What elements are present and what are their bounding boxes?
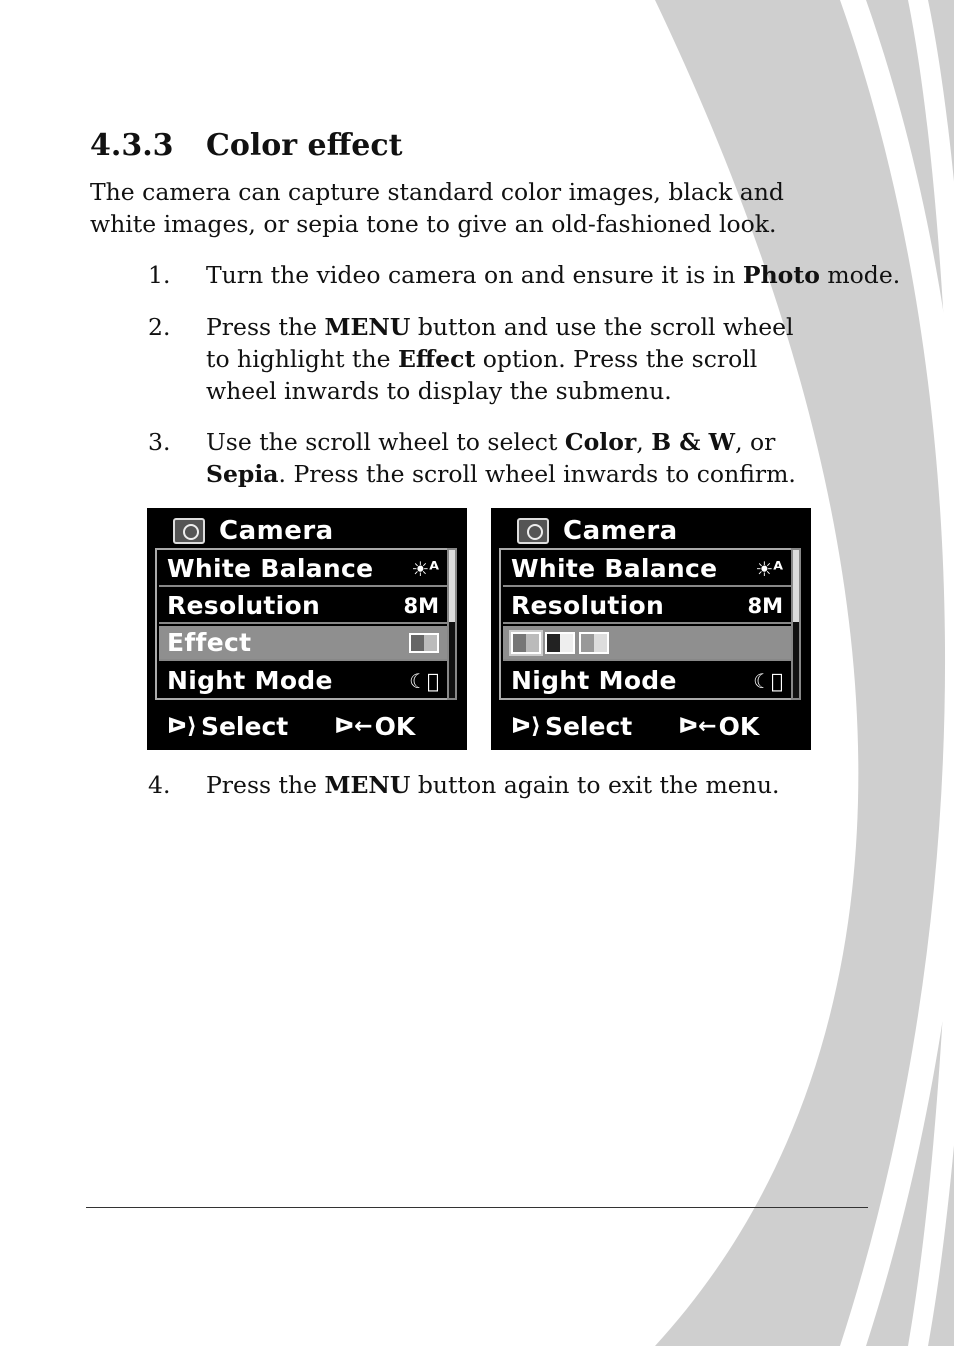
menu-item-white-balance[interactable]: White Balance ☀ᴬ <box>503 552 791 587</box>
camera-icon <box>517 518 549 544</box>
effect-options <box>503 632 609 654</box>
menu-item-night-mode[interactable]: Night Mode ☾⃠ <box>167 666 439 695</box>
menu-item-resolution[interactable]: Resolution 8M <box>159 589 447 624</box>
menu-list <box>499 548 795 700</box>
scroll-wheel-icon: ᐅ⟩ <box>167 713 197 739</box>
menu-scrollbar[interactable] <box>447 548 457 700</box>
menu-item-white-balance[interactable]: White Balance ☀ᴬ <box>159 552 447 587</box>
color-icon[interactable] <box>511 632 541 654</box>
camera-icon <box>173 518 205 544</box>
color-effect-icon <box>409 633 439 653</box>
step-number: 3. <box>148 428 171 456</box>
menu-item-effect[interactable]: Effect <box>159 626 447 661</box>
screen-title: Camera <box>219 516 334 546</box>
ok-hint: OK <box>374 711 416 741</box>
menu-scrollbar[interactable] <box>791 548 801 700</box>
menu-list <box>155 548 451 700</box>
camera-menu-screen-2 <box>491 508 811 750</box>
screen-title-bar <box>173 513 334 549</box>
camera-menu-screen-1 <box>147 508 467 750</box>
night-mode-off-icon: ☾⃠ <box>753 668 783 693</box>
press-wheel-icon: ᐅ← <box>334 713 373 739</box>
menu-item-resolution[interactable]: Resolution 8M <box>503 589 791 624</box>
step-text: Press the MENU button again to exit the menu. <box>206 771 780 799</box>
scrollbar-thumb[interactable] <box>793 550 799 622</box>
step-number: 4. <box>148 771 171 799</box>
bw-icon[interactable] <box>545 632 575 654</box>
footer-rule <box>86 1207 868 1208</box>
screen-title-bar <box>517 513 678 549</box>
scroll-wheel-icon: ᐅ⟩ <box>511 713 541 739</box>
step-text: Press the MENU button and use the scroll wheel to highlight the Effect option. Press the scroll wheel inwards to display the submenu. <box>206 313 794 405</box>
select-hint: Select <box>200 711 289 741</box>
auto-white-balance-icon: ☀ᴬ <box>755 556 783 581</box>
screen-footer <box>511 706 801 746</box>
intro-paragraph: The camera can capture standard color images, black and white images, or sepia tone to give an old-fashioned look. <box>90 178 784 238</box>
auto-white-balance-icon: ☀ᴬ <box>411 556 439 581</box>
press-wheel-icon: ᐅ← <box>678 713 717 739</box>
night-mode-off-icon: ☾⃠ <box>409 668 439 693</box>
screen-title: Camera <box>563 516 678 546</box>
step-text: Use the scroll wheel to select Color, B & W, or Sepia. Press the scroll wheel inwards to confirm. <box>206 428 796 488</box>
menu-item-night-mode[interactable]: Night Mode ☾⃠ <box>511 666 783 695</box>
section-number: 4.3.3 <box>90 128 174 163</box>
effect-submenu[interactable] <box>503 626 791 661</box>
scrollbar-thumb[interactable] <box>449 550 455 622</box>
step-text: Turn the video camera on and ensure it is in Photo mode. <box>206 261 901 289</box>
ok-hint: OK <box>718 711 760 741</box>
section-title: Color effect <box>206 128 403 163</box>
step-number: 1. <box>148 261 171 289</box>
select-hint: Select <box>544 711 633 741</box>
sepia-icon[interactable] <box>579 632 609 654</box>
section-heading <box>90 128 402 163</box>
screen-footer <box>167 706 457 746</box>
step-number: 2. <box>148 313 171 341</box>
